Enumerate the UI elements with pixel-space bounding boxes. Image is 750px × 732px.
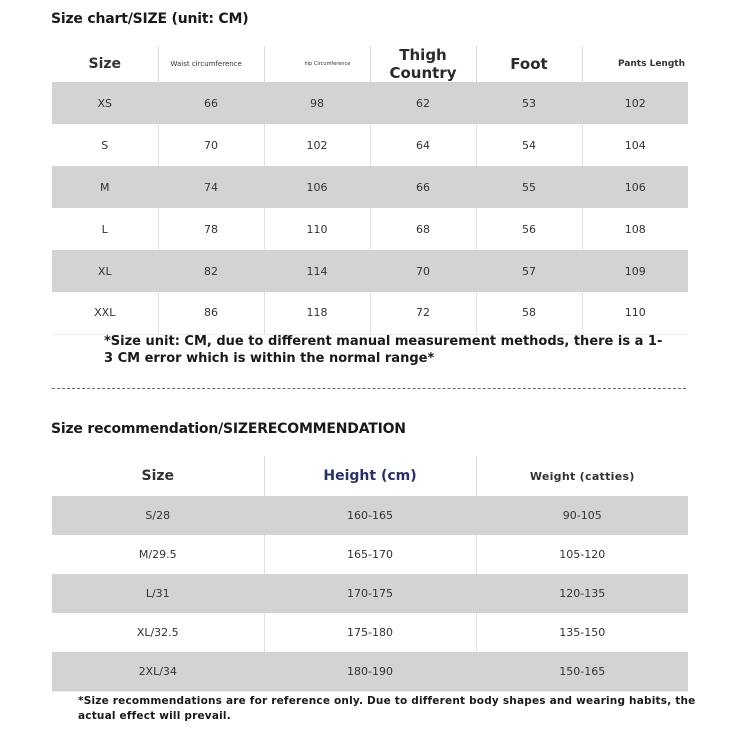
cell: S <box>52 124 158 166</box>
cell: 102 <box>264 124 370 166</box>
table-row <box>52 82 688 124</box>
table-row <box>52 124 688 166</box>
header-waist: Waist circumference <box>158 46 264 82</box>
cell: 62 <box>370 82 476 124</box>
cell: 104 <box>582 124 688 166</box>
cell: 82 <box>158 250 264 292</box>
table-row <box>52 613 688 652</box>
cell: 180-190 <box>264 652 476 691</box>
header-weight: Weight (catties) <box>529 469 635 483</box>
cell: XXL <box>52 292 158 334</box>
cell: 53 <box>476 82 582 124</box>
table-row <box>52 250 688 292</box>
cell: XL <box>52 250 158 292</box>
recommendation-header-row <box>52 456 688 496</box>
cell: 64 <box>370 124 476 166</box>
cell: M <box>52 166 158 208</box>
recommendation-title: Size recommendation/SIZERECOMMENDATION <box>51 421 406 437</box>
cell: 106 <box>582 166 688 208</box>
cell: 109 <box>582 250 688 292</box>
cell: 70 <box>158 124 264 166</box>
cell: 98 <box>264 82 370 124</box>
cell: 105-120 <box>476 535 688 574</box>
recommendation-note: *Size recommendations are for reference only. Due to different body shapes and wearing habits, the actual effect will prevail. <box>78 695 696 722</box>
cell: 110 <box>582 292 688 334</box>
cell: XS <box>52 82 158 124</box>
cell: 118 <box>264 292 370 334</box>
cell: 90-105 <box>476 496 688 535</box>
size-chart-header-row <box>52 46 688 82</box>
recommendation-table <box>52 456 688 692</box>
table-row <box>52 496 688 535</box>
cell: M/29.5 <box>52 535 264 574</box>
header-foot: Foot <box>476 46 582 82</box>
cell: 110 <box>264 208 370 250</box>
header-thigh: Thigh Country <box>370 46 476 82</box>
cell: 66 <box>370 166 476 208</box>
table-row <box>52 166 688 208</box>
header-height: Height (cm) <box>264 456 476 496</box>
header-pants-length: Pants Length <box>617 59 685 69</box>
cell: L/31 <box>52 574 264 613</box>
cell: 72 <box>370 292 476 334</box>
header-hip: hip Circumference <box>264 46 370 82</box>
cell: XL/32.5 <box>52 613 264 652</box>
table-row <box>52 652 688 691</box>
table-row <box>52 535 688 574</box>
cell: 57 <box>476 250 582 292</box>
cell: 150-165 <box>476 652 688 691</box>
cell: 2XL/34 <box>52 652 264 691</box>
cell: 102 <box>582 82 688 124</box>
cell: L <box>52 208 158 250</box>
cell: 70 <box>370 250 476 292</box>
cell: 74 <box>158 166 264 208</box>
table-row <box>52 574 688 613</box>
size-chart-title: Size chart/SIZE (unit: CM) <box>51 11 249 27</box>
cell: 78 <box>158 208 264 250</box>
cell: 165-170 <box>264 535 476 574</box>
cell: 120-135 <box>476 574 688 613</box>
cell: 160-165 <box>264 496 476 535</box>
header-rec-size: Size <box>52 456 264 496</box>
table-row <box>52 292 688 334</box>
cell: 54 <box>476 124 582 166</box>
cell: 58 <box>476 292 582 334</box>
cell: 114 <box>264 250 370 292</box>
header-size: Size <box>52 46 158 82</box>
cell: 66 <box>158 82 264 124</box>
size-chart-note: *Size unit: CM, due to different manual measurement methods, there is a 1-3 CM error which is within the normal range* <box>104 334 663 366</box>
cell: 175-180 <box>264 613 476 652</box>
cell: 170-175 <box>264 574 476 613</box>
cell: 108 <box>582 208 688 250</box>
dashed-divider <box>52 388 686 389</box>
size-chart-table <box>52 46 688 335</box>
cell: 106 <box>264 166 370 208</box>
cell: 135-150 <box>476 613 688 652</box>
table-row <box>52 208 688 250</box>
cell: 55 <box>476 166 582 208</box>
cell: 68 <box>370 208 476 250</box>
cell: 56 <box>476 208 582 250</box>
cell: 86 <box>158 292 264 334</box>
cell: S/28 <box>52 496 264 535</box>
